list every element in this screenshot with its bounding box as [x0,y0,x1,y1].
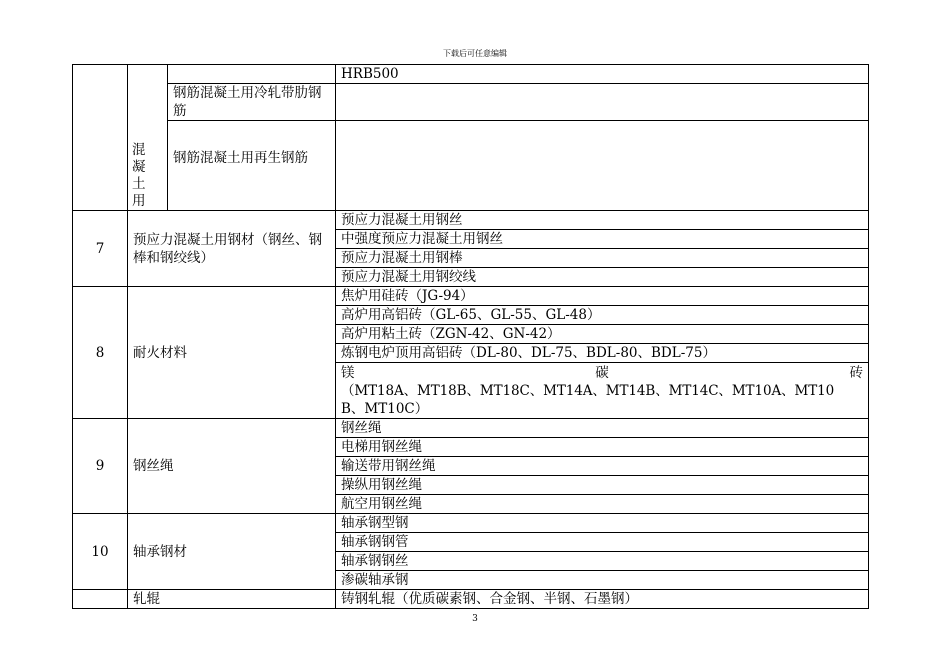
item-cell: 中强度预应力混凝土用钢丝 [336,230,869,249]
item-cell: 铸钢轧辊（优质碳素钢、合金钢、半钢、石墨钢） [336,590,869,609]
table-row [73,419,869,438]
item-cell: 轴承钢型钢 [336,514,869,533]
item-cell: 操纵用钢丝绳 [336,476,869,495]
item-cell: 电梯用钢丝绳 [336,438,869,457]
mag-word: 砖 [849,364,863,381]
table-row [73,514,869,533]
item-cell: 预应力混凝土用钢丝 [336,211,869,230]
item-cell: 预应力混凝土用钢棒 [336,249,869,268]
page-header-note: 下载后可任意编辑 [443,49,507,58]
item-cell: 轴承钢钢丝 [336,552,869,571]
name-cell: 轴承钢材 [128,514,336,590]
name-cell: 钢丝绳 [128,419,336,514]
item-cell: 渗碳轴承钢 [336,571,869,590]
mag-line-3: B、MT10C） [341,400,429,417]
mag-line-2: （MT18A、MT18B、MT18C、MT14A、MT14B、MT14C、MT10A、MT10 [341,382,835,399]
name-cell: 预应力混凝土用钢材（钢丝、钢棒和钢绞线） [128,211,336,287]
item-cell: 轴承钢钢管 [336,533,869,552]
name-cell [168,65,336,84]
item-cell [336,84,869,121]
name-cell: 钢筋混凝土用再生钢筋 [168,121,336,211]
mag-word: 镁 [341,364,355,381]
number-cell [73,590,128,609]
number-cell [73,65,128,211]
name-cell: 钢筋混凝土用冷轧带肋钢筋 [168,84,336,121]
table-row [73,211,869,230]
item-cell: 航空用钢丝绳 [336,495,869,514]
table-row [73,84,869,121]
mag-line-1 [341,364,863,382]
item-cell-magnesia-carbon [336,363,869,419]
name-cell: 耐火材料 [128,287,336,419]
item-cell: 输送带用钢丝绳 [336,457,869,476]
number-cell: 8 [73,287,128,419]
item-cell: 焦炉用硅砖（JG-94） [336,287,869,306]
name-cell: 轧辊 [128,590,336,609]
number-cell: 10 [73,514,128,590]
category-cell [128,65,168,211]
category-label: 混凝土用 [132,142,146,209]
table-row [73,121,869,211]
mag-word: 碳 [595,364,609,381]
item-cell: 高炉用粘土砖（ZGN-42、GN-42） [336,325,869,344]
item-cell: 预应力混凝土用钢绞线 [336,268,869,287]
item-cell: 炼钢电炉顶用高铝砖（DL-80、DL-75、BDL-80、BDL-75） [336,344,869,363]
item-cell [336,121,869,211]
number-cell: 9 [73,419,128,514]
item-cell: 钢丝绳 [336,419,869,438]
page-number: 3 [472,614,478,624]
item-cell: 高炉用高铝砖（GL-65、GL-55、GL-48） [336,306,869,325]
table-row [73,287,869,306]
table-row [73,590,869,609]
number-cell: 7 [73,211,128,287]
table-row [73,65,869,84]
item-cell: HRB500 [336,65,869,84]
product-table [72,64,869,609]
